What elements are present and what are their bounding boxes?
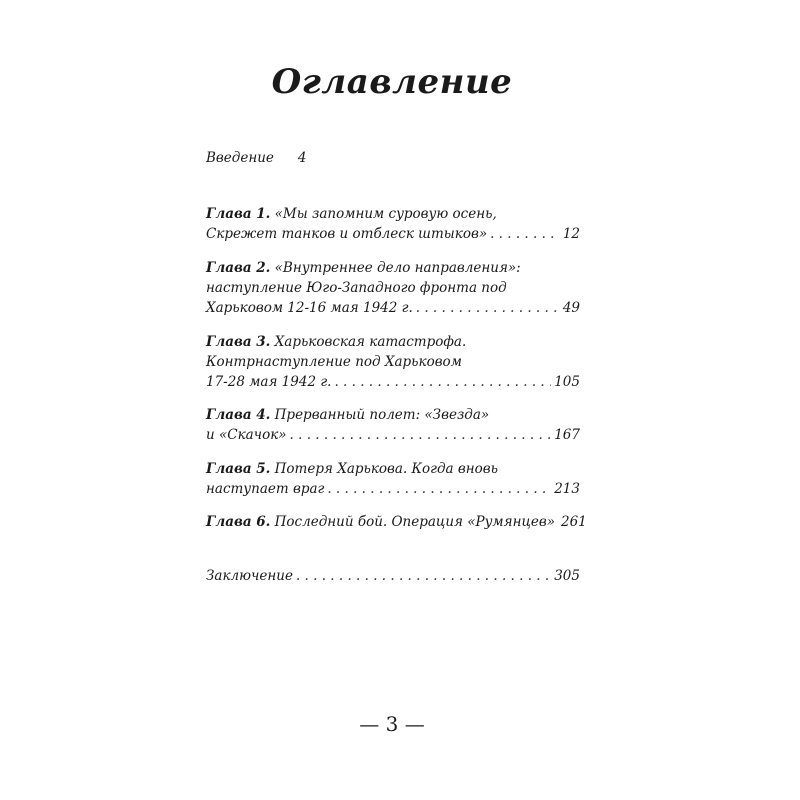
chapter-page: 12 [562,226,580,242]
leader-dots [416,298,560,318]
leader-dots [327,479,551,499]
toc-chapter-6[interactable] [206,512,587,532]
chapter-lead: Глава 2. [206,260,271,276]
page-number: — 3 — [359,712,425,736]
chapter-title-line: Потеря Харькова. Когда вновь [274,461,498,477]
toc-conclusion-label: Заключение [206,568,293,584]
chapter-lead: Глава 1. [206,206,271,222]
chapter-title-line: «Внутреннее дело направления»: [274,260,521,276]
chapter-title-last: 17-28 мая 1942 г. [206,374,332,390]
leader-dots [290,425,552,445]
toc-intro-label: Введение [206,150,274,166]
chapter-page: 213 [554,481,580,497]
toc-chapter-2[interactable] [206,258,580,318]
chapter-lead: Глава 5. [206,461,271,477]
chapter-lead: Глава 6. [206,514,271,530]
leader-dots [334,372,551,392]
leader-dots [490,224,560,244]
chapter-title-last: наступает враг [206,481,325,497]
toc-chapter-5[interactable] [206,459,580,499]
chapter-title-line: наступление Юго-Западного фронта под [206,280,507,296]
chapter-title-line: Прерванный полет: «Звезда» [274,407,490,423]
chapter-title-last: Скрежет танков и отблеск штыков» [206,226,488,242]
chapter-page: 49 [562,300,580,316]
toc-chapter-1[interactable] [206,204,580,244]
chapter-title-last: и «Скачок» [206,427,287,443]
page-title: Оглавление [271,62,513,102]
toc-conclusion-entry[interactable] [206,566,580,586]
chapter-page: 105 [554,374,580,390]
toc-intro-page: 4 [297,150,307,166]
chapter-lead: Глава 4. [206,407,271,423]
chapter-page: 261 [561,514,587,530]
chapter-title-line: Харьковская катастрофа. [274,334,467,350]
toc-conclusion-page: 305 [554,568,580,584]
chapter-title-line: Контрнаступление под Харьковом [206,354,462,370]
toc-intro-entry[interactable] [206,148,306,168]
chapter-page: 167 [554,427,580,443]
chapter-title-last: Последний бой. Операция «Румянцев» [274,514,555,530]
toc-chapter-3[interactable] [206,332,580,392]
toc-chapter-4[interactable] [206,405,580,445]
chapter-title-last: Харьковом 12-16 мая 1942 г. [206,300,413,316]
chapter-lead: Глава 3. [206,334,271,350]
leader-dots [296,566,551,586]
chapter-title-line: «Мы запомним суровую осень, [274,206,497,222]
